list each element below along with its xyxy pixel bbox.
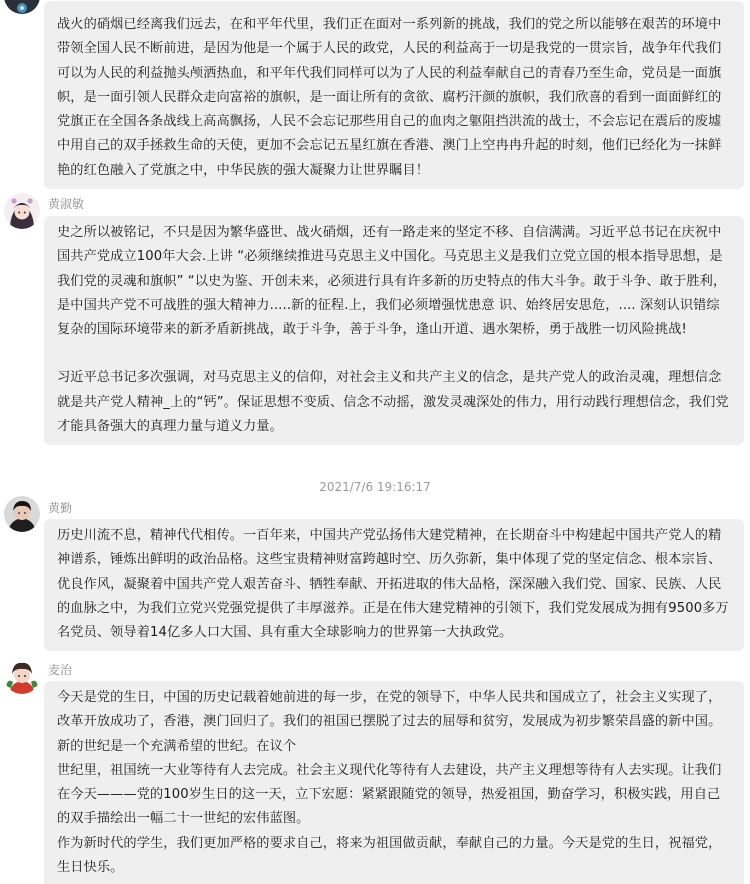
user-avatar-icon [4,193,40,229]
avatar[interactable] [4,0,40,14]
message-bubble [44,519,744,651]
avatar[interactable] [4,496,40,532]
timestamp: 2021/7/6 19:16:17 [319,480,431,494]
message-bubble [44,1,744,189]
message-bubble [44,216,744,445]
sender-name: 麦治 [48,663,73,677]
sender-name: 黄淑敏 [48,197,85,211]
message-text: 习近平总书记多次强调，对马克思主义的信仰，对社会主义和共产主义的信念，是共产党人的政治灵魂，理想信念就是共产党人精神_上的“钙”。保证思想不变质、信念不动摇，激发灵魂深处的伟力，用行动践行理想信念，我们党才能具备强大的真理力量与道义力量。 [57,370,729,435]
avatar[interactable] [4,658,40,694]
message-text: 战火的硝烟已经离我们远去，在和平年代里，我们正在面对一系列新的挑战，我们的党之所以能够在艰苦的环境中带领全国人民不断前进，是因为他是一个属于人民的政党，人民的利益高于一切是我党的一贯宗旨，战争年代我们可以为人民的利益抛头颅洒热血，和平年代我们同样可以为了人民的利益奉献自己的青春乃至生命，党员是一面旗帜，是一面引领人民群众走向富裕的旗帜，是一面让所有的贪欲、腐朽汗颜的旗帜，我们欣喜的看到一面面鲜红的党旗正在全国各条战线上高高飘扬，人民不会忘记那些用自己的血肉之躯阻挡洪流的战士，不会忘记在震后的废墟中用自己的双手拯救生命的天使，更加不会忘记五星红旗在香港、澳门上空冉冉升起的时刻，他们已经化为一抹鲜艳的红色融入了党旗之中，中华民族的强大凝聚力让世界瞩目！ [57,17,722,178]
message-bubble [44,681,744,884]
user-avatar-icon [4,658,40,694]
sender-name: 黄勤 [48,501,73,515]
user-avatar-icon [4,496,40,532]
message-text: 今天是党的生日，中国的历史记载着她前进的每一步，在党的领导下，中华人民共和国成立了，社会主义实现了，改革开放成功了，香港，澳门回归了。我们的祖国已摆脱了过去的屈辱和贫穷，发展成为初步繁荣昌盛的新中国。新的世纪是一个充满希望的世纪。在议个 世纪里，祖国统一大业等待有人去完成。社会主义现代化等待有人去建设，共产主义理想等待有人去实现。让我们在今天———党的100岁生日的这一天，立下宏愿：紧紧跟随党的领导，热爱祖国，勤奋学习，积极实践，用自己的双手描绘出一幅二十一世纪的宏伟蓝图。 作为新时代的学生，我们更加严格的要求自己，将来为祖国做贡献，奉献自己的力量。今天是党的生日，祝福党，生日快乐。 [57,690,722,876]
message-text: 史之所以被铭记，不只是因为繁华盛世、战火硝烟，还有一路走来的坚定不移、自信满满。习近平总书记在庆祝中国共产党成立100年大会.上讲 “必须继续推进马克思主义中国化。马克思主义是我们立党立国的根本指导思想，是我们党的灵魂和旗帜” “以史为鉴、开创未来，必须进行具有许多新的历史特点的伟大斗争。敢于斗争、敢于胜利，是中国共产党不可战胜的强大精神力.....新的征程.上，我们必须增强忧患意 识、始终居安思危，.... 深刻认识错综复杂的国际环境带来的新矛盾新挑战，敢于斗争，善于斗争，逢山开道、遇水架桥，勇于战胜一切风险挑战! [57,225,727,338]
message-text: 历史川流不息，精神代代相传。一百年来，中国共产党弘扬伟大建党精神，在长期奋斗中构建起中国共产党人的精神谱系，锤炼出鲜明的政治品格。这些宝贵精神财富跨越时空、历久弥新，集中体现了党的坚定信念、根本宗旨、优良作风，凝聚着中国共产党人艰苦奋斗、牺牲奉献、开拓进取的伟大品格，深深融入我们党、国家、民族、人民的血脉之中，为我们立党兴党强党提供了丰厚滋养。正是在伟大建党精神的引领下，我们党发展成为拥有9500多万名党员、领导着14亿多人口大国、具有重大全球影响力的世界第一大执政党。 [57,528,729,641]
user-avatar-icon [4,0,40,14]
avatar[interactable] [4,193,40,229]
